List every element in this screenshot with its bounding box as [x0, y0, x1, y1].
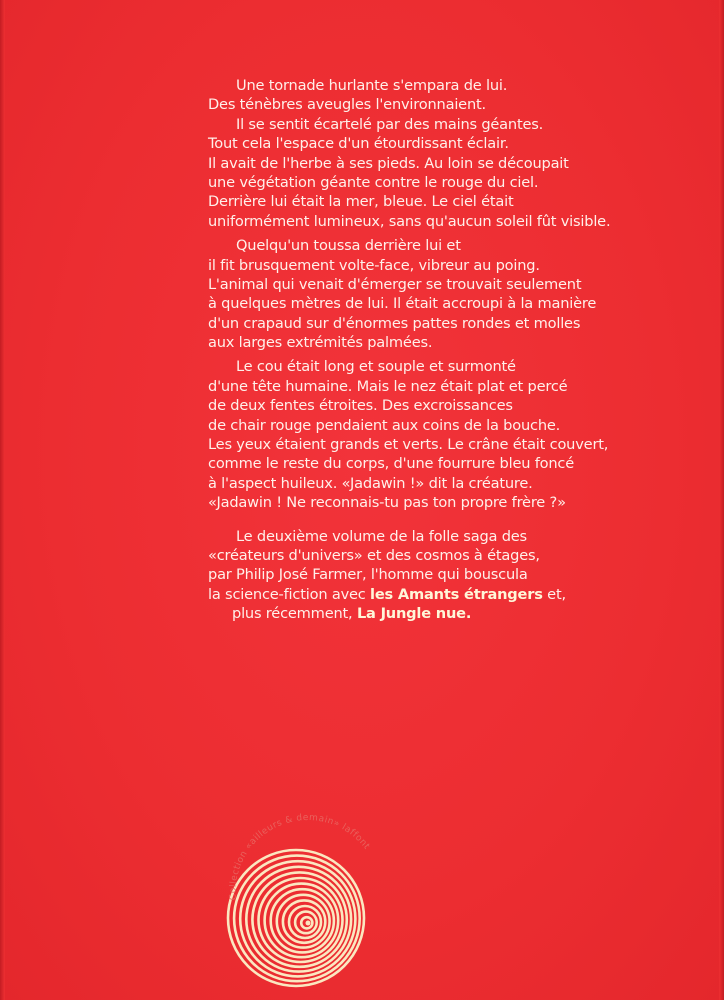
text-line: Des ténèbres aveugles l'environnaient. — [208, 96, 486, 114]
text-line: L'animal qui venait d'émerger se trouvait seulement — [208, 275, 582, 293]
blurb-line: par Philip José Farmer, l'homme qui bouscula — [208, 566, 528, 584]
text-line: comme le reste du corps, d'une fourrure bleu foncé — [208, 455, 575, 473]
text-line: d'un crapaud sur d'énormes pattes rondes et molles — [208, 314, 581, 332]
book-title-amants: les Amants étrangers — [370, 585, 543, 603]
cover-right-edge — [719, 0, 724, 1000]
blurb-text: et, — [542, 585, 566, 603]
blurb-line: Le deuxième volume de la folle saga des — [236, 527, 527, 545]
blurb-line: «créateurs d'univers» et des cosmos à étages, — [208, 546, 540, 564]
text-line: Tout cela l'espace d'un étourdissant éclair. — [208, 135, 509, 153]
text-line: d'une tête humaine. Mais le nez était plat et percé — [208, 377, 568, 395]
book-title-jungle: La Jungle nue. — [356, 605, 472, 623]
text-line: de deux fentes étroites. Des excroissances — [208, 397, 513, 415]
blurb-text: plus récemment, — [232, 605, 357, 623]
text-line: Derrière lui était la mer, bleue. Le ciel était — [208, 193, 514, 211]
cover-left-edge — [0, 0, 5, 1000]
spiral-logo-icon — [196, 780, 406, 990]
blurb-line — [208, 585, 608, 604]
text-line: Il avait de l'herbe à ses pieds. Au loin se découpait — [208, 154, 569, 172]
publisher-spiral-logo — [196, 780, 406, 990]
back-cover-text — [208, 76, 611, 624]
text-line: une végétation géante contre le rouge du ciel. — [208, 173, 539, 191]
blurb-line — [208, 604, 608, 623]
text-line: à l'aspect huileux. «Jadawin !» dit la créature. — [208, 474, 533, 492]
text-line: aux larges extrémités palmées. — [208, 334, 433, 352]
text-line: Quelqu'un toussa derrière lui et — [236, 237, 461, 255]
spiral-center — [306, 921, 311, 926]
logo-arc-text: Collection «ailleurs & demain» laffont — [228, 812, 372, 901]
text-line: Les yeux étaient grands et verts. Le crâne était couvert, — [208, 436, 609, 454]
text-line: uniformément lumineux, sans qu'aucun soleil fût visible. — [208, 212, 611, 230]
text-line: à quelques mètres de lui. Il était accroupi à la manière — [208, 295, 597, 313]
text-line: «Jadawin ! Ne reconnais-tu pas ton propre frère ?» — [208, 494, 566, 512]
text-line: Il se sentit écartelé par des mains géantes. — [236, 115, 544, 133]
text-line: il fit brusquement volte-face, vibreur au poing. — [208, 256, 540, 274]
spiral-rings — [228, 850, 364, 986]
text-line: de chair rouge pendaient aux coins de la bouche. — [208, 416, 561, 434]
text-line: Le cou était long et souple et surmonté — [236, 358, 516, 376]
text-line: Une tornade hurlante s'empara de lui. — [236, 77, 508, 94]
blurb-text: la science-fiction avec — [208, 585, 371, 603]
